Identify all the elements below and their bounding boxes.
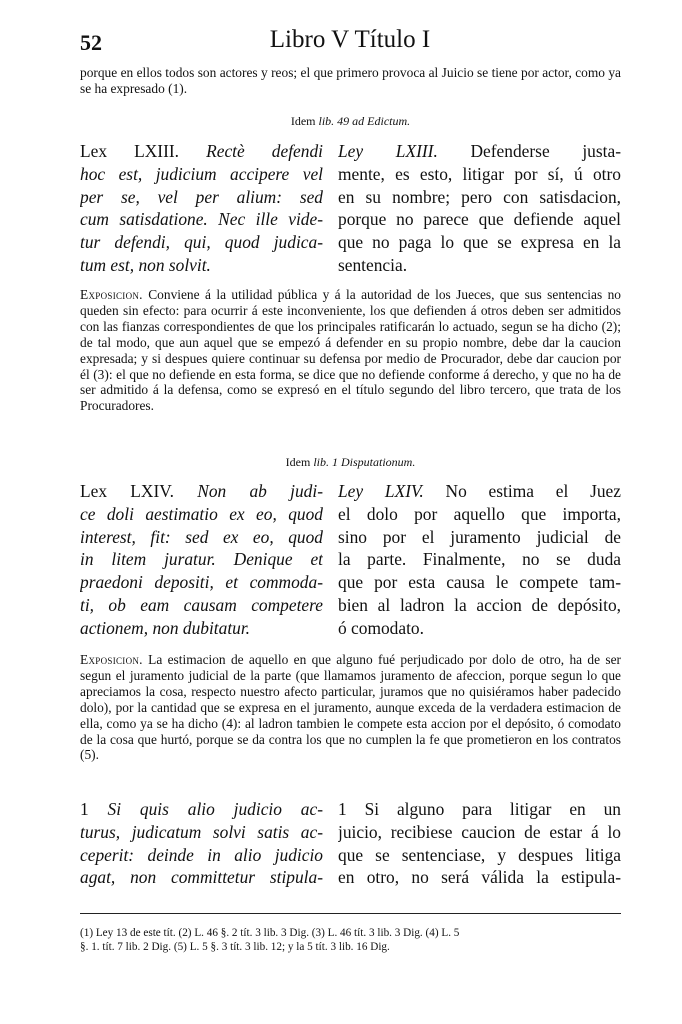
latin-line: per se, vel per alium: sed xyxy=(80,186,323,207)
spanish-line: sino por el juramento judicial de xyxy=(338,526,621,547)
source-citation-2 xyxy=(80,455,621,469)
intro-paragraph: porque en ellos todos son actores y reos; el que primero provoca al Juicio se tiene por actor, como ya se ha expresado (1). xyxy=(80,65,621,96)
spanish-column-ley-63 xyxy=(338,140,621,277)
latin-column-lex-64 xyxy=(80,480,323,640)
latin-line: Lex LXIV. Non ab judi- xyxy=(80,481,323,501)
spanish-line: que no paga lo que se expresa en la xyxy=(338,232,621,253)
spanish-line: la parte. Finalmente, no se duda xyxy=(338,549,621,570)
spanish-line: 1 Si alguno para litigar en un xyxy=(338,799,621,819)
ley-heading: Ley LXIV. xyxy=(338,481,424,501)
spanish-line: juicio, recibiese caucion de estar á lo xyxy=(338,821,621,842)
ley-heading: Ley LXIII. xyxy=(338,141,438,161)
latin-line: interest, fit: sed ex eo, quod xyxy=(80,526,323,547)
footnote-divider xyxy=(80,913,621,914)
latin-column-section-1 xyxy=(80,798,323,889)
source-citation-1 xyxy=(80,114,621,128)
spanish-line: bien al ladron la accion de depósito, xyxy=(338,594,621,615)
lex-heading: Lex LXIV. xyxy=(80,481,174,501)
latin-line: tur defendi, qui, quod judica- xyxy=(80,232,323,253)
latin-line: actionem, non dubitatur. xyxy=(80,617,251,638)
spanish-column-section-1 xyxy=(338,798,621,889)
spanish-line: en otro, no será válida la estipula- xyxy=(338,867,621,888)
exposition-label: Exposicion. xyxy=(80,287,143,302)
latin-line: cum satisdatione. Nec ille vide- xyxy=(80,209,323,230)
latin-line: tum est, non solvit. xyxy=(80,254,211,275)
spanish-line: el dolo por aquello que importa, xyxy=(338,503,621,524)
latin-line: agat, non committetur stipula- xyxy=(80,867,323,888)
exposition-label: Exposicion. xyxy=(80,652,143,667)
source-word: Idem xyxy=(290,114,316,128)
source-reference: lib. 49 ad Edictum. xyxy=(318,114,411,128)
spanish-line: en su nombre; pero con satisdacion, xyxy=(338,186,621,207)
source-word: Idem xyxy=(285,455,311,469)
spanish-line: ó comodato. xyxy=(338,617,424,638)
spanish-line: Ley LXIII. Defenderse justa- xyxy=(338,141,621,161)
source-reference: lib. 1 Disputationum. xyxy=(313,455,416,469)
footnote-line: (1) Ley 13 de este tít. (2) L. 46 §. 2 tít. 3 lib. 3 Dig. (3) L. 46 tít. 3 lib. 3 Dig. (4) L. 5 xyxy=(80,927,460,939)
latin-line: hoc est, judicium accipere vel xyxy=(80,163,323,184)
latin-line: ce doli aestimatio ex eo, quod xyxy=(80,503,323,524)
spanish-line: mente, es esto, litigar por sí, ú otro xyxy=(338,163,621,184)
spanish-column-ley-64 xyxy=(338,480,621,640)
latin-line: 1 Si quis alio judicio ac- xyxy=(80,799,323,819)
exposition-text: Conviene á la utilidad pública y á la autoridad de los Jueces, que sus sentencias no queden sin efecto: para ocurrir á este inconveniente, los que defienden á otros deben ser admitidos con las fianzas correspondientes de que los principales ratificarán lo actuado, segun se ha dicho (2); de tal modo, que aun aquel que se empezó á defender en su propio nombre, debe dar la caucion expresada; y si despues quiere continuar su defensa por medio de Procurador, debe dar caucion por él (3): el que no defiende en esta forma, se dice que no defiende conforme á derecho, y que no ha de ser admitido á la defensa, como se expresó en el título segundo del libro tercero, que trata de los Procuradores. xyxy=(80,287,621,414)
latin-line: Lex LXIII. Rectè defendi xyxy=(80,141,323,161)
latin-column-lex-63 xyxy=(80,140,323,277)
spanish-line: Ley LXIV. No estima el Juez xyxy=(338,481,621,501)
exposition-paragraph-1 xyxy=(80,287,621,414)
footnotes xyxy=(80,926,621,954)
page-number: 52 xyxy=(80,30,102,55)
footnote-line: §. 1. tít. 7 lib. 2 Dig. (5) L. 5 §. 3 tít. 3 lib. 12; y la 5 tít. 3 lib. 16 Dig. xyxy=(80,941,390,953)
spanish-line: sentencia. xyxy=(338,254,408,275)
page-header xyxy=(80,26,620,60)
exposition-text: La estimacion de aquello en que alguno fué perjudicado por dolo de otro, ha de ser segun el juramento judicial de la parte (que llamamos juramento de afeccion, porque segun lo que apreciamos la cosa, respecto nuestro afecto particular, juramos que no quisiéramos haber padecido dolo), por la cantidad que se expresa en el juramento, aunque exceda de la verdadera estimacion de ella, como ya se ha dicho (4): al ladron tambien le compete esta accion por el depósito, ó comodato de la cosa que hurtó, porque se da contra los que no cumplen la fe que prometieron en los contratos (5). xyxy=(80,652,621,763)
section-number: 1 xyxy=(338,799,347,819)
exposition-paragraph-2 xyxy=(80,652,621,763)
running-title: Libro V Título I xyxy=(269,26,431,53)
latin-line: ti, ob eam causam competere xyxy=(80,594,323,615)
spanish-line: que por esta causa le compete tam- xyxy=(338,572,621,593)
spanish-line: porque no parece que defiende aquel xyxy=(338,209,621,230)
latin-line: ceperit: deinde in alio judicio xyxy=(80,844,323,865)
section-number: 1 xyxy=(80,799,89,819)
latin-line: turus, judicatum solvi satis ac- xyxy=(80,821,323,842)
latin-line: in litem juratur. Denique et xyxy=(80,549,323,570)
latin-line: praedoni depositi, et commoda- xyxy=(80,572,323,593)
lex-heading: Lex LXIII. xyxy=(80,141,180,161)
spanish-line: que se sentenciase, y despues litiga xyxy=(338,844,621,865)
